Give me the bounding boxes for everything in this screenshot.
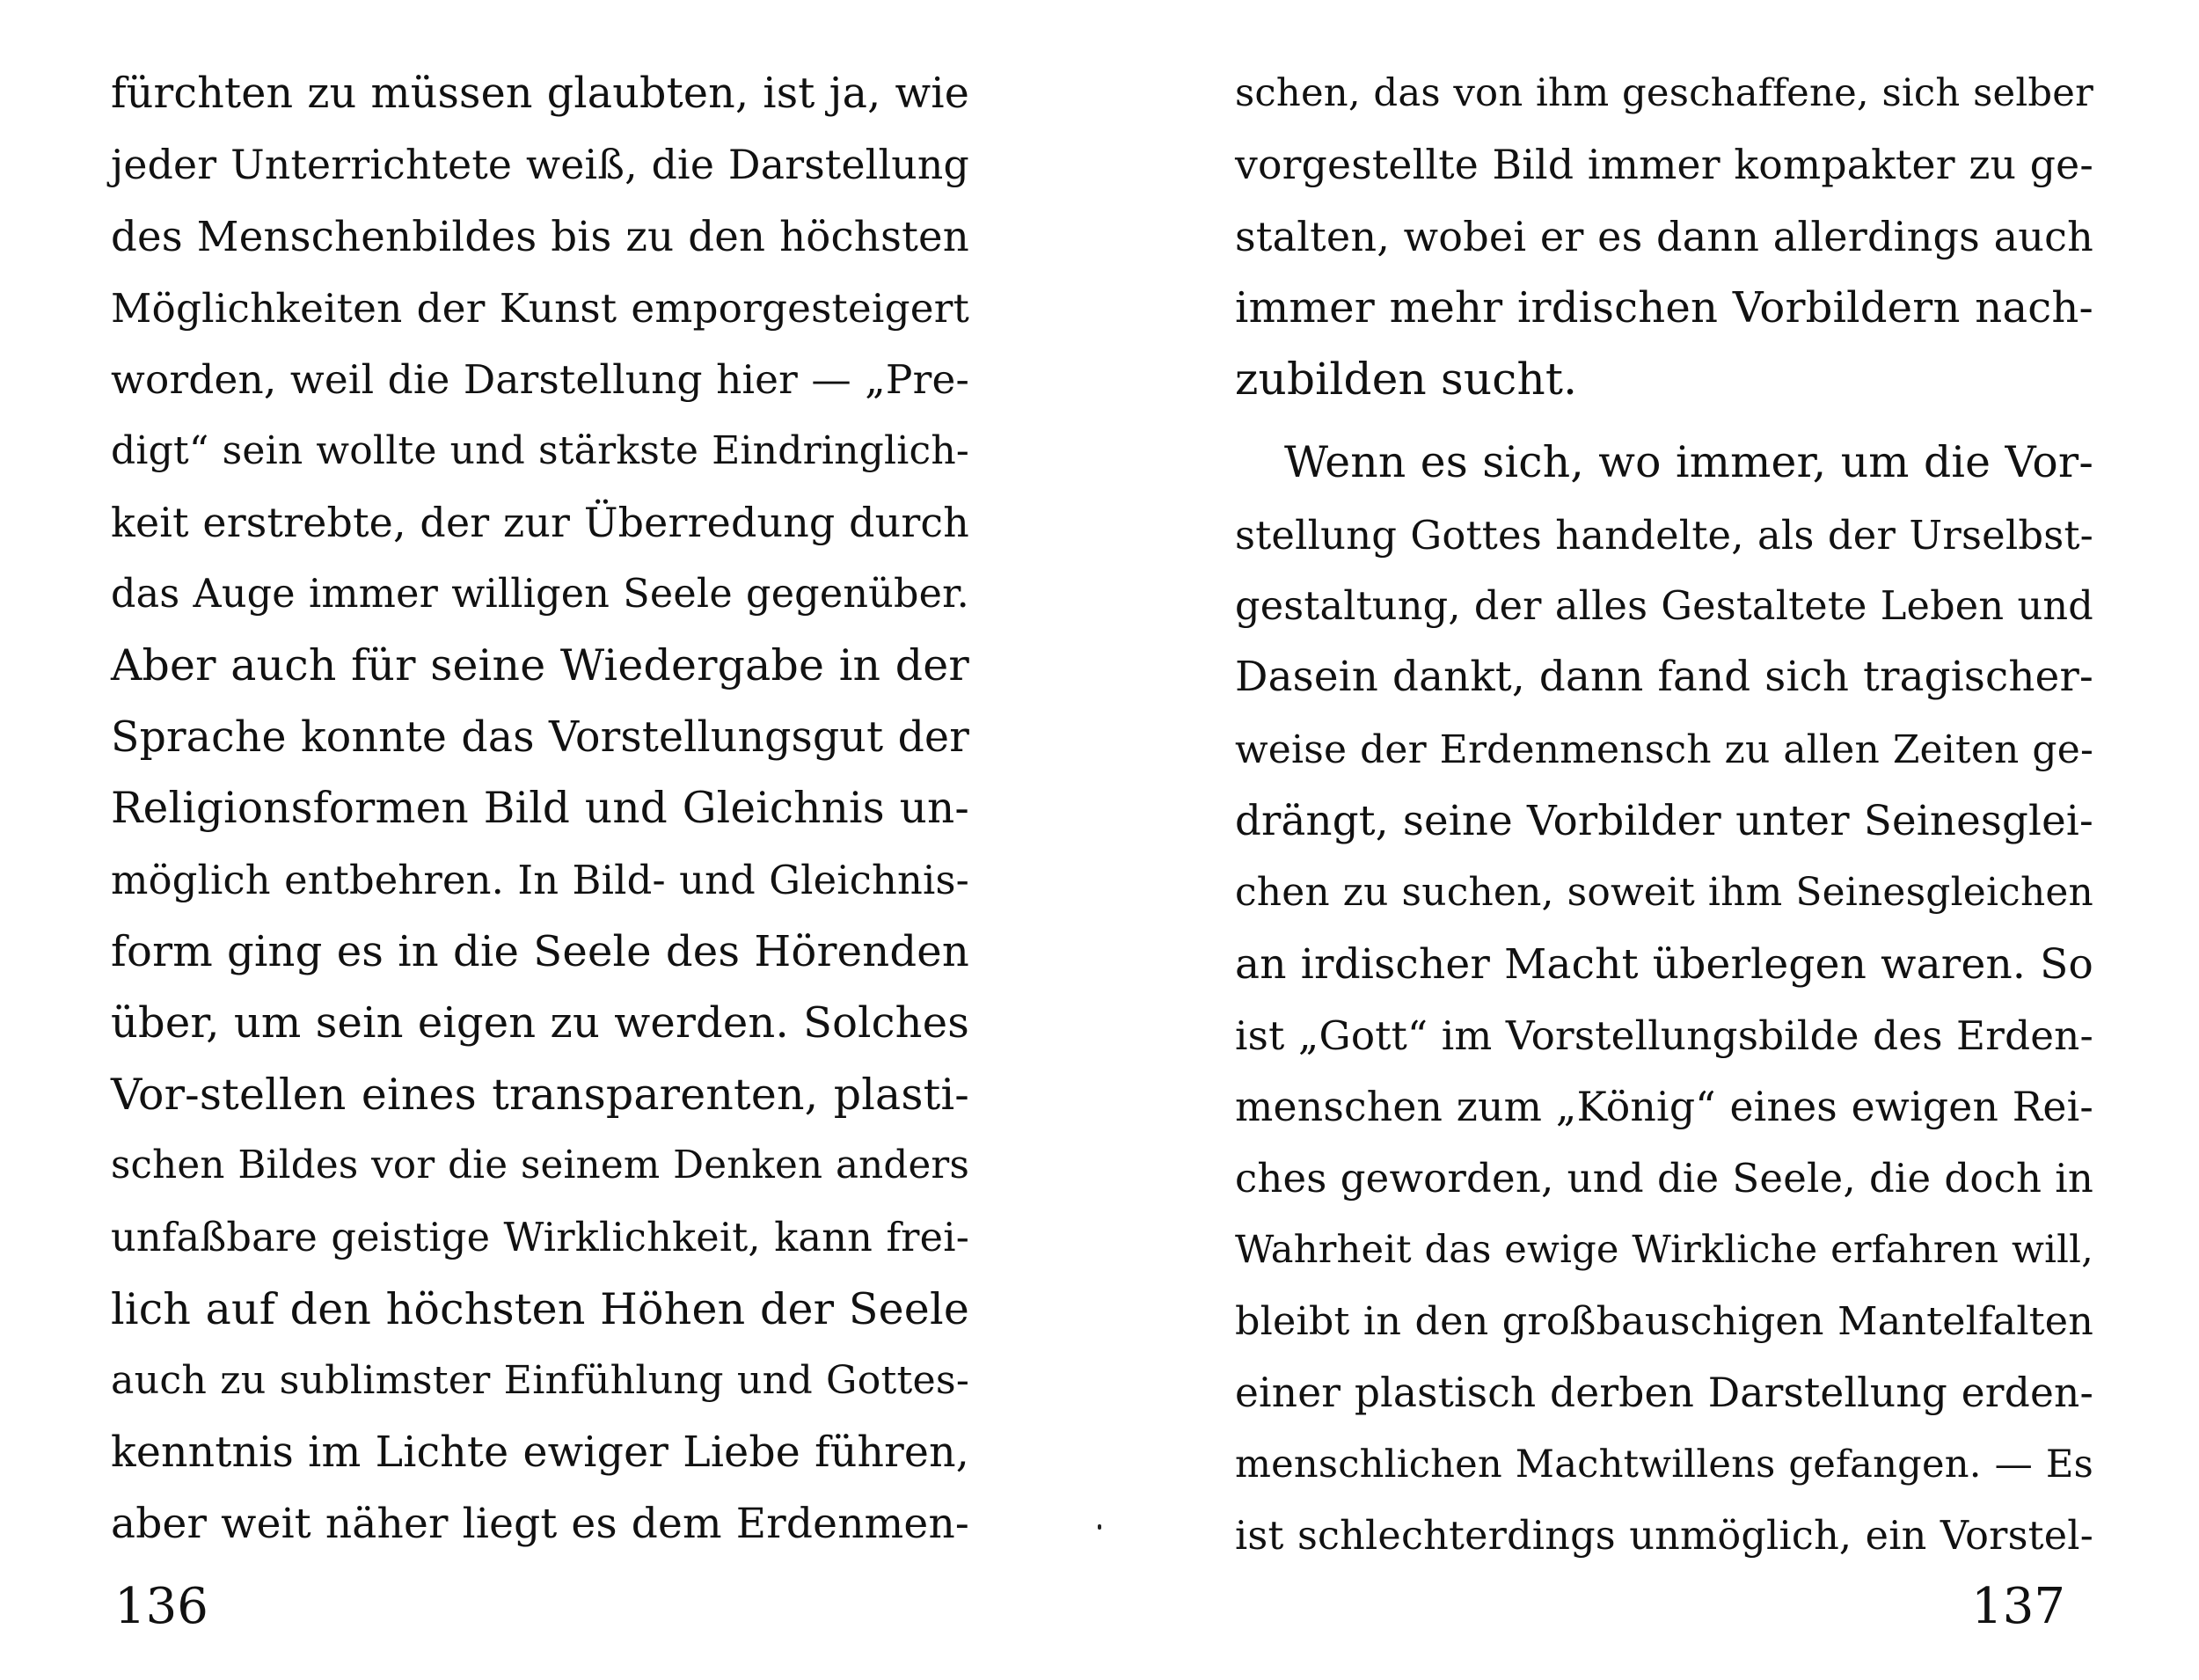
text-line: Vor-stellen eines transparenten, plasti- [111,1070,969,1121]
left-text-column [111,58,969,1559]
text-line: lich auf den höchsten Höhen der Seele [111,1284,969,1335]
text-line: Möglichkeiten der Kunst emporgesteigert [111,284,969,332]
text-line: drängt, seine Vorbilder unter Seinesglei- [1235,796,2093,844]
text-line: Religionsformen Bild und Gleichnis un- [111,783,969,833]
text-line: das Auge immer willigen Seele gegenüber. [111,572,969,617]
text-line: über, um sein eigen zu werden. Solches [111,998,969,1048]
text-line: aber weit näher liegt es dem Erdenmen- [111,1499,969,1548]
text-line: unfaßbare geistige Wirklichkeit, kann frei- [111,1214,969,1260]
text-line: Aber auch für seine Wiedergabe in der [111,640,969,691]
text-line: an irdischer Macht überlegen waren. So [1235,939,2093,989]
paragraph-end-line: zubilden sucht. [1235,354,1578,405]
text-line: jeder Unterrichtete weiß, die Darstellung [111,142,969,189]
text-line: menschlichen Machtwillens gefangen. — Es [1235,1442,2093,1486]
text-line: ches geworden, und die Seele, die doch in [1235,1155,2093,1202]
text-line: vorgestellte Bild immer kompakter zu ge- [1235,142,2093,189]
text-line: Dasein dankt, dann fand sich tragischer- [1235,654,2093,702]
text-line: schen, das von ihm geschaffene, sich selber [1235,71,2093,115]
text-line: möglich entbehren. In Bild- und Gleichnis- [111,857,969,904]
text-line: chen zu suchen, soweit ihm Seinesgleichen [1235,870,2093,916]
text-line: kenntnis im Lichte ewiger Liebe führen, [111,1428,969,1477]
right-page [1100,0,2199,1680]
page-number-right: 137 [1971,1578,2065,1635]
right-text-column [1235,58,2093,1572]
text-line: stellung Gottes handelte, als der Urselbst- [1235,511,2093,559]
paragraph-start-line: Wenn es sich, wo immer, um die Vor- [1284,438,2093,488]
text-line: ist schlechterdings unmöglich, ein Vorstel- [1235,1513,2093,1559]
text-line: des Menschenbildes bis zu den höchsten [111,212,969,260]
text-line: keit erstrebte, der zur Überredung durch [111,498,969,546]
text-line: fürchten zu müssen glaubten, ist ja, wie [111,69,969,118]
text-line: bleibt in den großbauschigen Mantelfalten [1235,1299,2093,1345]
text-line: auch zu sublimster Einfühlung und Gottes- [111,1358,969,1404]
text-line: stalten, wobei er es dann allerdings auch [1235,212,2093,260]
text-line: Sprache konnte das Vorstellungsgut der [111,712,969,762]
page-number-left: 136 [114,1578,208,1635]
text-line: einer plastisch derben Darstellung erden- [1235,1370,2093,1417]
text-line: form ging es in die Seele des Hörenden [111,926,969,976]
text-line: digt“ sein wollte und stärkste Eindringlich- [111,428,969,474]
text-line: immer mehr irdischen Vorbildern nach- [1235,282,2093,332]
text-line: ist „Gott“ im Vorstellungsbilde des Erden- [1235,1012,2093,1059]
text-line: menschen zum „König“ eines ewigen Rei- [1235,1084,2093,1131]
text-line: weise der Erdenmensch zu allen Zeiten ge- [1235,727,2093,772]
text-line: worden, weil die Darstellung hier — „Pre- [111,356,969,404]
text-line: Wahrheit das ewige Wirkliche erfahren will, [1235,1227,2093,1272]
text-line: schen Bildes vor die seinem Denken anders [111,1143,969,1188]
text-line: gestaltung, der alles Gestaltete Leben und [1235,583,2093,630]
